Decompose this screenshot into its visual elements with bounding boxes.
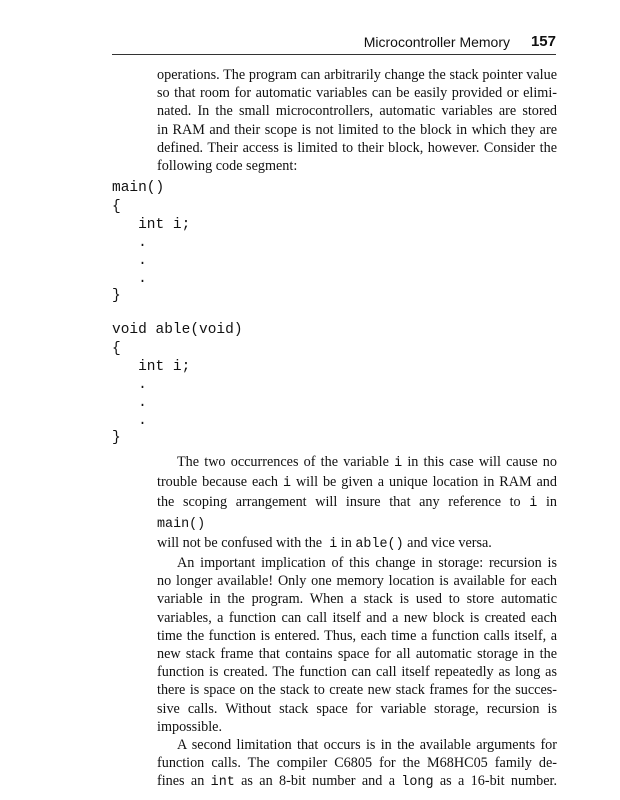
text-line: time the function is entered. Thus, each time a function calls itself, a [157, 627, 557, 644]
text-line: function calls. The compiler C6805 for the M68HC05 family de- [157, 755, 557, 772]
text-line: A second limitation that occurs is in the available arguments for [177, 737, 557, 754]
inline-code: able() [355, 536, 404, 552]
code-line: { [112, 199, 121, 215]
inline-code: i [282, 476, 291, 492]
body-text [157, 453, 557, 793]
text-line: function is created. The function can call itself repeatedly as long as [157, 664, 557, 681]
inline-code: long [401, 775, 434, 791]
code-line: void able(void) [112, 322, 243, 338]
code-line: { [112, 341, 121, 357]
inline-code: main() [157, 516, 206, 532]
text-line: fines an int as an 8-bit number and a long as a 16-bit number. [157, 773, 557, 791]
text-line: new stack frame that contains space for all automatic storage in the [157, 646, 557, 663]
text-line: the scoping arrangement will insure that any reference to i in main() [157, 494, 557, 532]
text-line: sive calls. Without stack space for variable storage, recursion is [157, 700, 557, 717]
text-line: variables, a function can call itself and a new block is created each [157, 609, 557, 626]
text-line: will not be confused with the i in able() and vice versa. [157, 534, 492, 552]
text-line: in RAM and their scope is not limited to the block in which they are [157, 121, 557, 138]
page-number: 157 [530, 33, 556, 50]
text-line: there is space on the stack to create new stack frames for the succes- [157, 682, 557, 699]
code-line: . [112, 413, 147, 429]
code-line: . [112, 253, 147, 269]
inline-code: i [394, 456, 403, 471]
inline-code: i [529, 496, 538, 512]
text-line: nated. In the small microcontrollers, automatic variables are stored [157, 103, 557, 120]
inline-code: int [210, 775, 235, 791]
text-line: defined. Their access is limited to their block, however. Consider the [157, 139, 557, 156]
text-line: variable in the program. When a stack is used to store automatic [157, 591, 557, 608]
running-title: Microcontroller Memory [363, 34, 510, 50]
text-line: operations. The program can arbitrarily change the stack pointer value [157, 67, 557, 83]
text-line: The two occurrences of the variable i in this case will cause no [177, 454, 557, 471]
text-line: following code segment: [157, 158, 298, 175]
code-line: . [112, 271, 147, 287]
text-line: An important implication of this change in storage: recursion is [177, 555, 557, 572]
text-line: so that room for automatic variables can be easily provided or elimi- [157, 85, 557, 102]
intro-paragraph [157, 66, 557, 175]
code-line: int i; [112, 359, 191, 375]
code-line: } [112, 288, 121, 304]
text-line: no longer available! Only one memory location is available for each [157, 573, 557, 590]
code-line: . [112, 377, 147, 393]
running-header [112, 30, 556, 55]
text-line: impossible. [157, 718, 223, 735]
code-line: . [112, 395, 147, 411]
text-line: trouble because each i will be given a unique location in RAM and [157, 474, 557, 492]
code-line: int i; [112, 217, 191, 233]
inline-code: i [329, 536, 338, 552]
code-line: } [112, 430, 121, 446]
code-line: main() [112, 180, 165, 196]
code-line: . [112, 235, 147, 251]
